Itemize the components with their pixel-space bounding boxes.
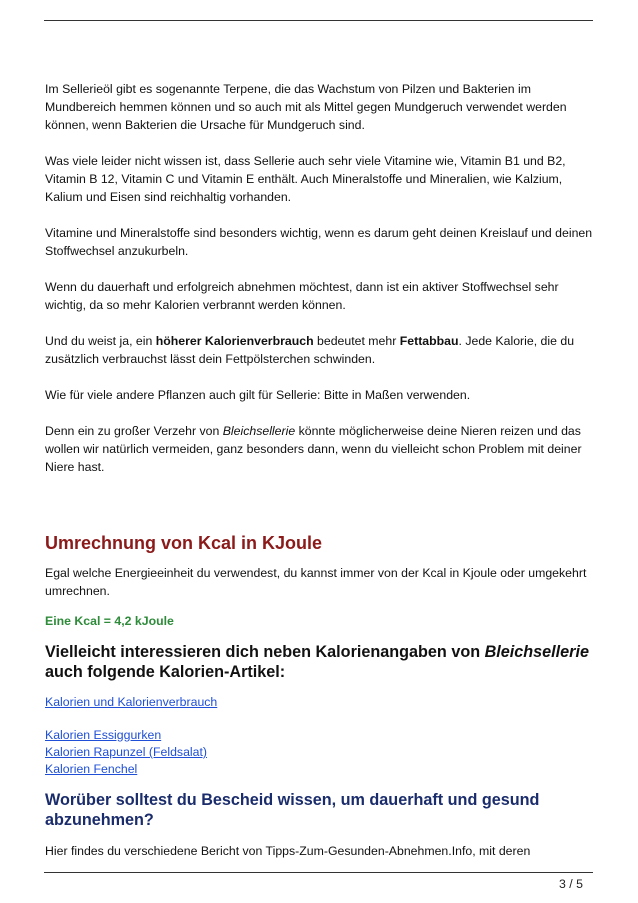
link-kalorien-rapunzel[interactable]: Kalorien Rapunzel (Feldsalat) xyxy=(45,745,207,759)
link-kalorien-verbrauch[interactable]: Kalorien und Kalorienverbrauch xyxy=(45,695,218,709)
heading-related-articles xyxy=(45,642,595,682)
heading-related-part-c: auch folgende Kalorien-Artikel: xyxy=(45,663,286,681)
paragraph-kalorienverbrauch xyxy=(45,332,595,368)
paragraph-vitamine: Was viele leider nicht wissen ist, dass Sellerie auch sehr viele Vitamine wie, Vitamin B1 und B2, Vitamin B 12, Vitamin C und Vitamin E enthält. Auch Mineralstoffe und Mineralien, wie Kalzium, Kalium und Eisen sind reichhaltig vorhanden. xyxy=(45,154,566,204)
paragraph-nieren xyxy=(45,422,595,476)
related-links-group-2 xyxy=(45,727,595,778)
paragraph-kalorienverbrauch-part-e: . Jede Kalorie, die du zusätzlich verbrauchst lässt dein Fettpölsterchen schwinden. xyxy=(45,334,575,366)
related-links-group-1 xyxy=(45,694,595,711)
paragraph-nieren-part-c: könnte möglicherweise deine Nieren reizen und das wollen wir natürlich vermeiden, ganz besonders dann, wenn du vielleicht schon Problem mit deiner Niere hast. xyxy=(45,424,582,474)
heading-bescheid-wissen: Worüber solltest du Bescheid wissen, um dauerhaft und gesund abzunehmen? xyxy=(45,791,540,829)
keyword-fettabbau: Fettabbau xyxy=(399,334,459,348)
footer-rule xyxy=(44,872,593,873)
header-rule xyxy=(44,20,593,21)
keyword-kalorienverbrauch: höherer Kalorienverbrauch xyxy=(155,334,314,348)
heading-related-keyword: Bleichsellerie xyxy=(484,643,589,661)
paragraph-berichte: Hier findes du verschiedene Bericht von Tipps-Zum-Gesunden-Abnehmen.Info, mit deren xyxy=(45,844,531,858)
paragraph-sellerieoel: Im Sellerieöl gibt es sogenannte Terpene, die das Wachstum von Pilzen und Bakterien im Mundbereich hemmen können und so auch mit als Mittel gegen Mundgeruch verwendet werden können, wenn Bakterien die Ursache für Mundgeruch sind. xyxy=(45,82,567,132)
link-kalorien-fenchel[interactable]: Kalorien Fenchel xyxy=(45,762,138,776)
heading-umrechnung: Umrechnung von Kcal in KJoule xyxy=(45,533,323,553)
link-kalorien-essiggurken[interactable]: Kalorien Essiggurken xyxy=(45,728,162,742)
paragraph-stoffwechsel: Wenn du dauerhaft und erfolgreich abnehmen möchtest, dann ist ein aktiver Stoffwechsel sehr wichtig, da so mehr Kalorien verbrannt werden können. xyxy=(45,280,559,312)
paragraph-kreislauf: Vitamine und Mineralstoffe sind besonders wichtig, wenn es darum geht deinen Kreislauf und deinen Stoffwechsel anzukurbeln. xyxy=(45,226,593,258)
paragraph-kalorienverbrauch-part-c: bedeutet mehr xyxy=(313,334,400,348)
page-content xyxy=(45,80,595,878)
paragraph-nieren-part-a: Denn ein zu großer Verzehr von xyxy=(45,424,223,438)
paragraph-umrechnung: Egal welche Energieeinheit du verwendest, du kannst immer von der Kcal in Kjoule oder umgekehrt umrechnen. xyxy=(45,566,587,598)
paragraph-kalorienverbrauch-part-a: Und du weist ja, ein xyxy=(45,334,156,348)
paragraph-massen: Wie für viele andere Pflanzen auch gilt für Sellerie: Bitte in Maßen verwenden. xyxy=(45,388,471,402)
heading-related-part-a: Vielleicht interessieren dich neben Kalorienangaben von xyxy=(45,643,485,661)
page-number: 3 / 5 xyxy=(559,877,583,891)
keyword-bleichsellerie: Bleichsellerie xyxy=(222,424,296,438)
kcal-formula: Eine Kcal = 4,2 kJoule xyxy=(45,614,174,628)
